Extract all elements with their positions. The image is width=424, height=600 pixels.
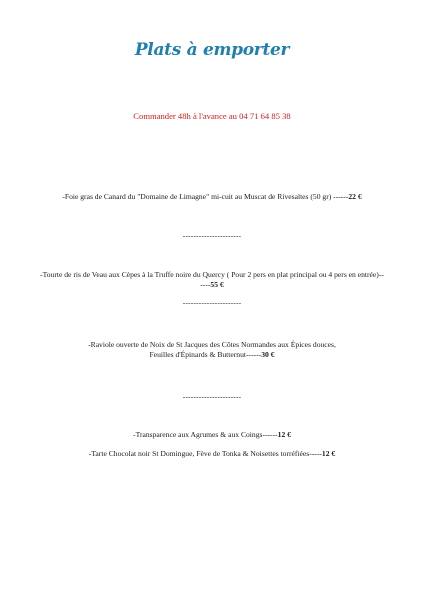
menu-item-raviole [30, 340, 394, 360]
menu-item-price: 12 € [321, 449, 336, 458]
menu-item-transparence [30, 430, 394, 440]
separator: ---------------------- [182, 298, 242, 307]
menu-item-foie-gras [30, 192, 394, 202]
menu-item-text-line2-wrap [30, 350, 394, 360]
order-note: Commander 48h à l'avance au 04 71 64 85 38 [133, 111, 291, 121]
menu-item-text: -Transparence aux Agrumes & aux Coings------ [133, 430, 278, 439]
page-title: Plats à emporter [134, 40, 290, 60]
menu-item-tarte-chocolat [30, 449, 394, 459]
menu-item-price: 22 € [348, 192, 362, 201]
menu-item-tourte [40, 270, 384, 290]
separator: ---------------------- [182, 231, 242, 240]
menu-item-text: -Tourte de ris de Veau aux Cèpes à la Truffe noire du Quercy ( Pour 2 pers en plat principal ou 4 pers en entrée)------ [40, 270, 384, 289]
menu-item-price: 30 € [261, 350, 275, 359]
menu-item-price: 55 € [210, 280, 224, 289]
menu-item-price: 12 € [277, 430, 291, 439]
separator: ---------------------- [182, 392, 242, 401]
menu-item-text: -Foie gras de Canard du "Domaine de Limagne" mi-cuit au Muscat de Rivesaltes (50 gr) ------ [62, 192, 349, 201]
menu-item-text-line2: Feuilles d'Épinards & Butternut------ [149, 350, 262, 359]
menu-item-text-line1: -Raviole ouverte de Noix de St Jacques des Côtes Normandes aux Épices douces, [88, 340, 336, 349]
menu-item-text: -Tarte Chocolat noir St Domingue, Fève de Tonka & Noisettes torréfiées----- [88, 449, 322, 458]
